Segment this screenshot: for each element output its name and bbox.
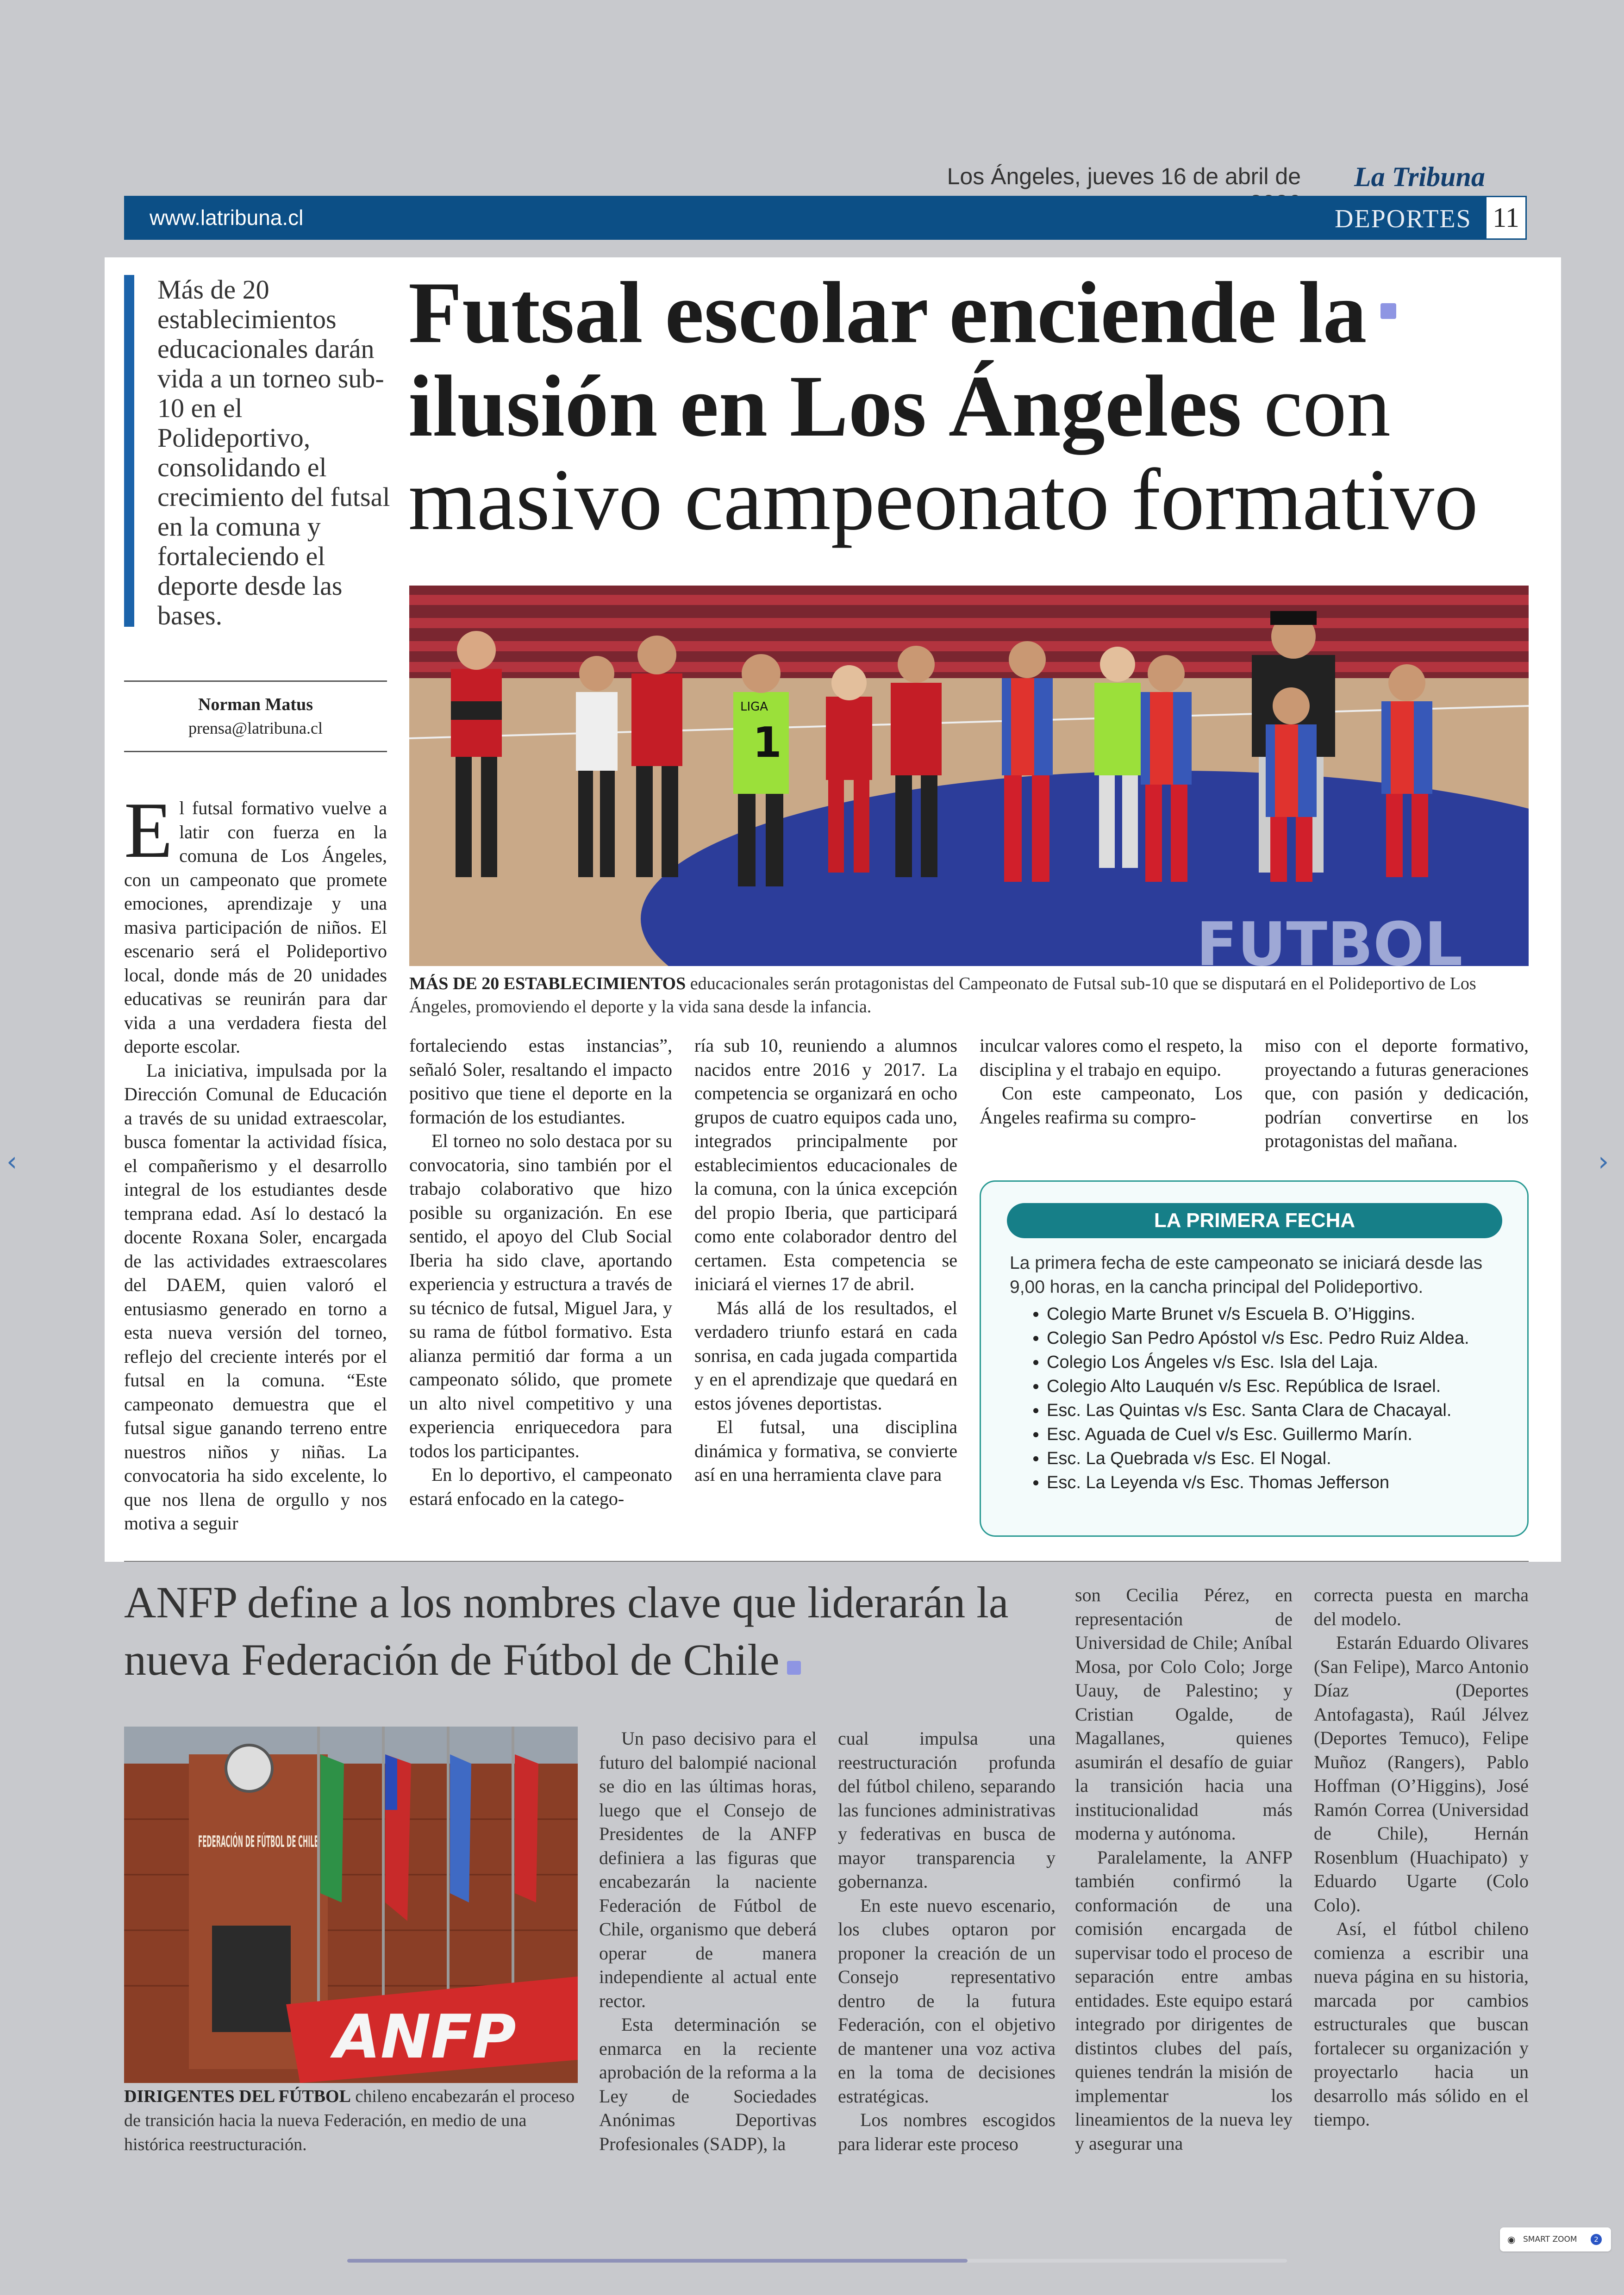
article-column-5: [1265, 1034, 1529, 1153]
next-page-icon[interactable]: ›: [1598, 1146, 1609, 1177]
paragraph: fortaleciendo estas instancias”, señaló Soler, resaltando el impacto positivo que tiene el deporte en la formación de los estudiantes.: [409, 1035, 672, 1128]
caption-lead: MÁS DE 20 ESTABLECIMIENTOS: [409, 974, 686, 993]
byline-rule-bottom: [124, 751, 387, 752]
match-item: • Esc. Las Quintas v/s Esc. Santa Clara de Chacayal.: [1047, 1398, 1547, 1422]
issue-date: Los Ángeles, jueves 16 de abril de: [947, 163, 1301, 189]
paragraph: Esta determinación se enmarca en la reciente aprobación de la reforma a la Ley de Sociedades Anónimas Deportivas Profesionales (SADP), la: [599, 2014, 817, 2154]
article2-link-icon[interactable]: [787, 1661, 801, 1675]
article2-headline: [124, 1574, 1073, 1689]
paragraph: Con este campeonato, Los Ángeles reafirma su compro-: [980, 1083, 1243, 1128]
photo-caption: [409, 972, 1529, 1018]
eye-icon: ◉: [1507, 2234, 1516, 2245]
paragraph: son Cecilia Pérez, en representación de Universidad de Chile; Aníbal Mosa, por Colo Colo; Jorge Uauy, de Palestino; y Cristian Ogalde, de Magallanes, quienes asumirán el desafío de guiar la transición hacia una institucionalidad más moderna y autónoma.: [1075, 1584, 1293, 1844]
paragraph: correcta puesta en marcha del modelo.: [1314, 1584, 1529, 1629]
previous-page-icon[interactable]: ‹: [6, 1146, 18, 1177]
building-sign: [198, 1832, 319, 1851]
article-column-1: [124, 786, 387, 1535]
anfp-logo-text: ANFP: [334, 2002, 516, 2072]
match-item: • Esc. La Leyenda v/s Esc. Thomas Jefferson: [1047, 1471, 1547, 1495]
first-match-day-box: [980, 1180, 1529, 1537]
smart-zoom-label: SMART ZOOM: [1523, 2235, 1577, 2244]
match-item: • Esc. Aguada de Cuel v/s Esc. Guillermo Marín.: [1047, 1422, 1547, 1447]
box-intro: La primera fecha de este campeonato se iniciará desde las 9,00 horas, en la cancha principal del Polideportivo.: [1010, 1253, 1483, 1297]
paragraph: inculcar valores como el respeto, la disciplina y el trabajo en equipo.: [980, 1035, 1243, 1080]
shirt-text: LIGA: [740, 700, 768, 714]
caption2-text: chileno encabezarán el proceso de transición hacia la nueva Federación, en medio de una histórica reestructuración.: [124, 2087, 575, 2154]
smart-zoom-button[interactable]: [1500, 2227, 1611, 2251]
article2-column-4: [1314, 1583, 1529, 2132]
headline-bold: Futsal escolar enciende la ilusión en Los Ángeles: [408, 264, 1367, 455]
paragraph: miso con el deporte formativo, proyectando a futuras generaciones que, con pasión y dedicación, podrían convertirse en los protagonistas del mañana.: [1265, 1035, 1529, 1151]
section-bar: [124, 196, 1527, 240]
article-column-2: [409, 1034, 672, 1510]
match-item: • Colegio Marte Brunet v/s Escuela B. O’Higgins.: [1047, 1302, 1547, 1326]
site-url: www.latribuna.cl: [150, 206, 304, 230]
article2-headline-text: ANFP define a los nombres clave que liderarán la nueva Federación de Fútbol de Chile: [124, 1578, 1009, 1684]
paragraph: Paralelamente, la ANFP también confirmó la conformación de una comisión encargada de supervisar todo el proceso de separación entre ambas entidades. Este equipo estará integrado por dirigentes de distintos clubes del país, quienes tendrán la misión de implementar los lineamientos de la nueva ley y asegurar una: [1075, 1846, 1293, 2154]
paragraph: Los nombres escogidos para liderar este proceso: [838, 2109, 1056, 2154]
match-item: • Colegio Los Ángeles v/s Esc. Isla del Laja.: [1047, 1350, 1547, 1374]
paragraph: El futsal, una disciplina dinámica y formativa, se convierte así en una herramienta clave para: [694, 1416, 957, 1485]
paragraph: En este nuevo escenario, los clubes optaron por proponer la creación de un Consejo representativo dentro de la futura Federación, con el objetivo de mantener una voz activa en la toma de decisiones estratégicas.: [838, 1895, 1056, 2107]
match-item: • Colegio Alto Lauquén v/s Esc. República de Israel.: [1047, 1374, 1547, 1398]
paragraph: ría sub 10, reuniendo a alumnos nacidos entre 2016 y 2017. La competencia se organizará en ocho grupos de cuatro equipos cada uno, integrados principalmente por establecimientos educacionales de la comuna, con la única excepción del propio Iberia, que participará como ente colaborador dentro del certamen. Esta competencia se iniciará el viernes 17 de abril.: [694, 1035, 957, 1294]
author-name: Norman Matus: [198, 695, 313, 714]
futsal-photo: [409, 586, 1529, 966]
anfp-building-photo: [124, 1727, 578, 2083]
paragraph: l futsal formativo vuelve a latir con fuerza en la comuna de Los Ángeles, con un campeonato que promete emociones, aprendizaje y una masiva participación de niños. El escenario será el Polideportivo local, donde más de 20 unidades educativas se reunirán para dar vida a una verdadera fiesta del deporte escolar.: [124, 798, 387, 1057]
byline-rule-top: [124, 680, 387, 682]
paragraph: La iniciativa, impulsada por la Dirección Comunal de Educación a través de su unidad extraescolar, busca fomentar la actividad física, el compañerismo y el desarrollo integral de los estudiantes desde temprana edad. Así lo destacó la docente Roxana Soler, encargada de las actividades extraescolares del DAEM, quien valoró el entusiasmo generado en torno a esta nueva versión del torneo, reflejo del creciente interés por el futsal en la comuna. “Este campeonato demuestra que el futsal sigue ganando terreno entre nuestros niños y niñas. La convocatoria ha sido excelente, lo que nos llena de orgullo y nos motiva a seguir: [124, 1060, 387, 1534]
smart-zoom-badge: 2: [1591, 2234, 1602, 2245]
headline-regular: con masivo campeonato formativo: [408, 358, 1478, 549]
match-list: [1010, 1302, 1547, 1495]
caption2-lead: DIRIGENTES DEL FÚTBOL: [124, 2087, 351, 2106]
paragraph: En lo deportivo, el campeonato estará enfocado en la catego-: [409, 1464, 672, 1509]
match-item: • Esc. La Quebrada v/s Esc. El Nogal.: [1047, 1447, 1547, 1471]
page-scroll-thumb[interactable]: [347, 2259, 968, 2263]
paragraph: cual impulsa una reestructuración profunda del fútbol chileno, separando las funciones administrativas y federativas en busca de mayor transparencia y gobernanza.: [838, 1728, 1056, 1892]
caption-text: educacionales serán protagonistas del Campeonato de Futsal sub-10 que se disputará en el Polideportivo de Los Ángeles, promoviendo el deporte y la vida sana desde la infancia.: [409, 974, 1476, 1017]
article2-caption: [124, 2084, 578, 2157]
match-item: • Colegio San Pedro Apóstol v/s Esc. Pedro Ruiz Aldea.: [1047, 1326, 1547, 1350]
paragraph: Estarán Eduardo Olivares (San Felipe), Marco Antonio Díaz (Deportes Antofagasta), Raúl Jélvez (Deportes Temuco), Felipe Muñoz (Rangers), Pablo Hoffman (O’Higgins), José Ramón Correa (Universidad de Chile), Hernán Rosenblum (Huachipato) y Eduardo Ugarte (Colo Colo).: [1314, 1632, 1529, 1915]
article-column-4: [980, 1034, 1243, 1129]
article-deck: Más de 20 establecimientos educacionales darán vida a un torneo sub-10 en el Polideportivo, consolidando el crecimiento del futsal en la comuna y fortaleciendo el deporte desde las bases.: [124, 275, 393, 627]
court-text: FUTBOL: [1196, 909, 1463, 966]
article2-column-1: [599, 1727, 817, 2156]
author-email: prensa@latribuna.cl: [188, 719, 323, 737]
paragraph: Así, el fútbol chileno comienza a escribir una nueva página en su historia, marcada por cambios estructurales que buscan fortalecer su organización y proyectarlo hacia un desarrollo más sólido en el tiempo.: [1314, 1918, 1529, 2130]
article-divider: [124, 1561, 1529, 1562]
paragraph: El torneo no solo destaca por su convocatoria, sino también por el trabajo colaborativo que hizo posible su organización. En ese sentido, el apoyo del Club Social Iberia ha sido clave, aportando experiencia y estructura a través de su técnico de futsal, Miguel Jara, y su rama de fútbol formativo. Esta alianza permitió dar forma a un campeonato sólido, que promete un alto nivel competitivo y una experiencia enriquecedora para todos los participantes.: [409, 1130, 672, 1461]
newspaper-logo: La Tribuna: [1354, 162, 1485, 192]
byline: [124, 694, 387, 738]
paragraph: Más allá de los resultados, el verdadero triunfo estará en cada sonrisa, en cada jugada compartida y en el aprendizaje que quedará en estos jóvenes deportistas.: [694, 1297, 957, 1414]
article2-column-3: [1075, 1583, 1293, 2155]
article2-column-2: [838, 1727, 1056, 2156]
page-number: 11: [1485, 196, 1527, 240]
box-title: LA PRIMERA FECHA: [1007, 1203, 1502, 1238]
article-link-icon[interactable]: [1380, 303, 1396, 319]
article-column-3: [694, 1034, 957, 1487]
paragraph: Un paso decisivo para el futuro del balompié nacional se dio en las últimas horas, luego que el Consejo de Presidentes de la ANFP definiera a las figuras que encabezarán la naciente Federación de Fútbol de Chile, organismo que deberá operar de manera independiente al actual ente rector.: [599, 1728, 817, 2011]
drop-cap: E: [124, 786, 173, 874]
article-headline: [408, 266, 1538, 547]
shirt-number: 1: [753, 718, 782, 767]
section-name: DEPORTES: [1335, 205, 1472, 233]
